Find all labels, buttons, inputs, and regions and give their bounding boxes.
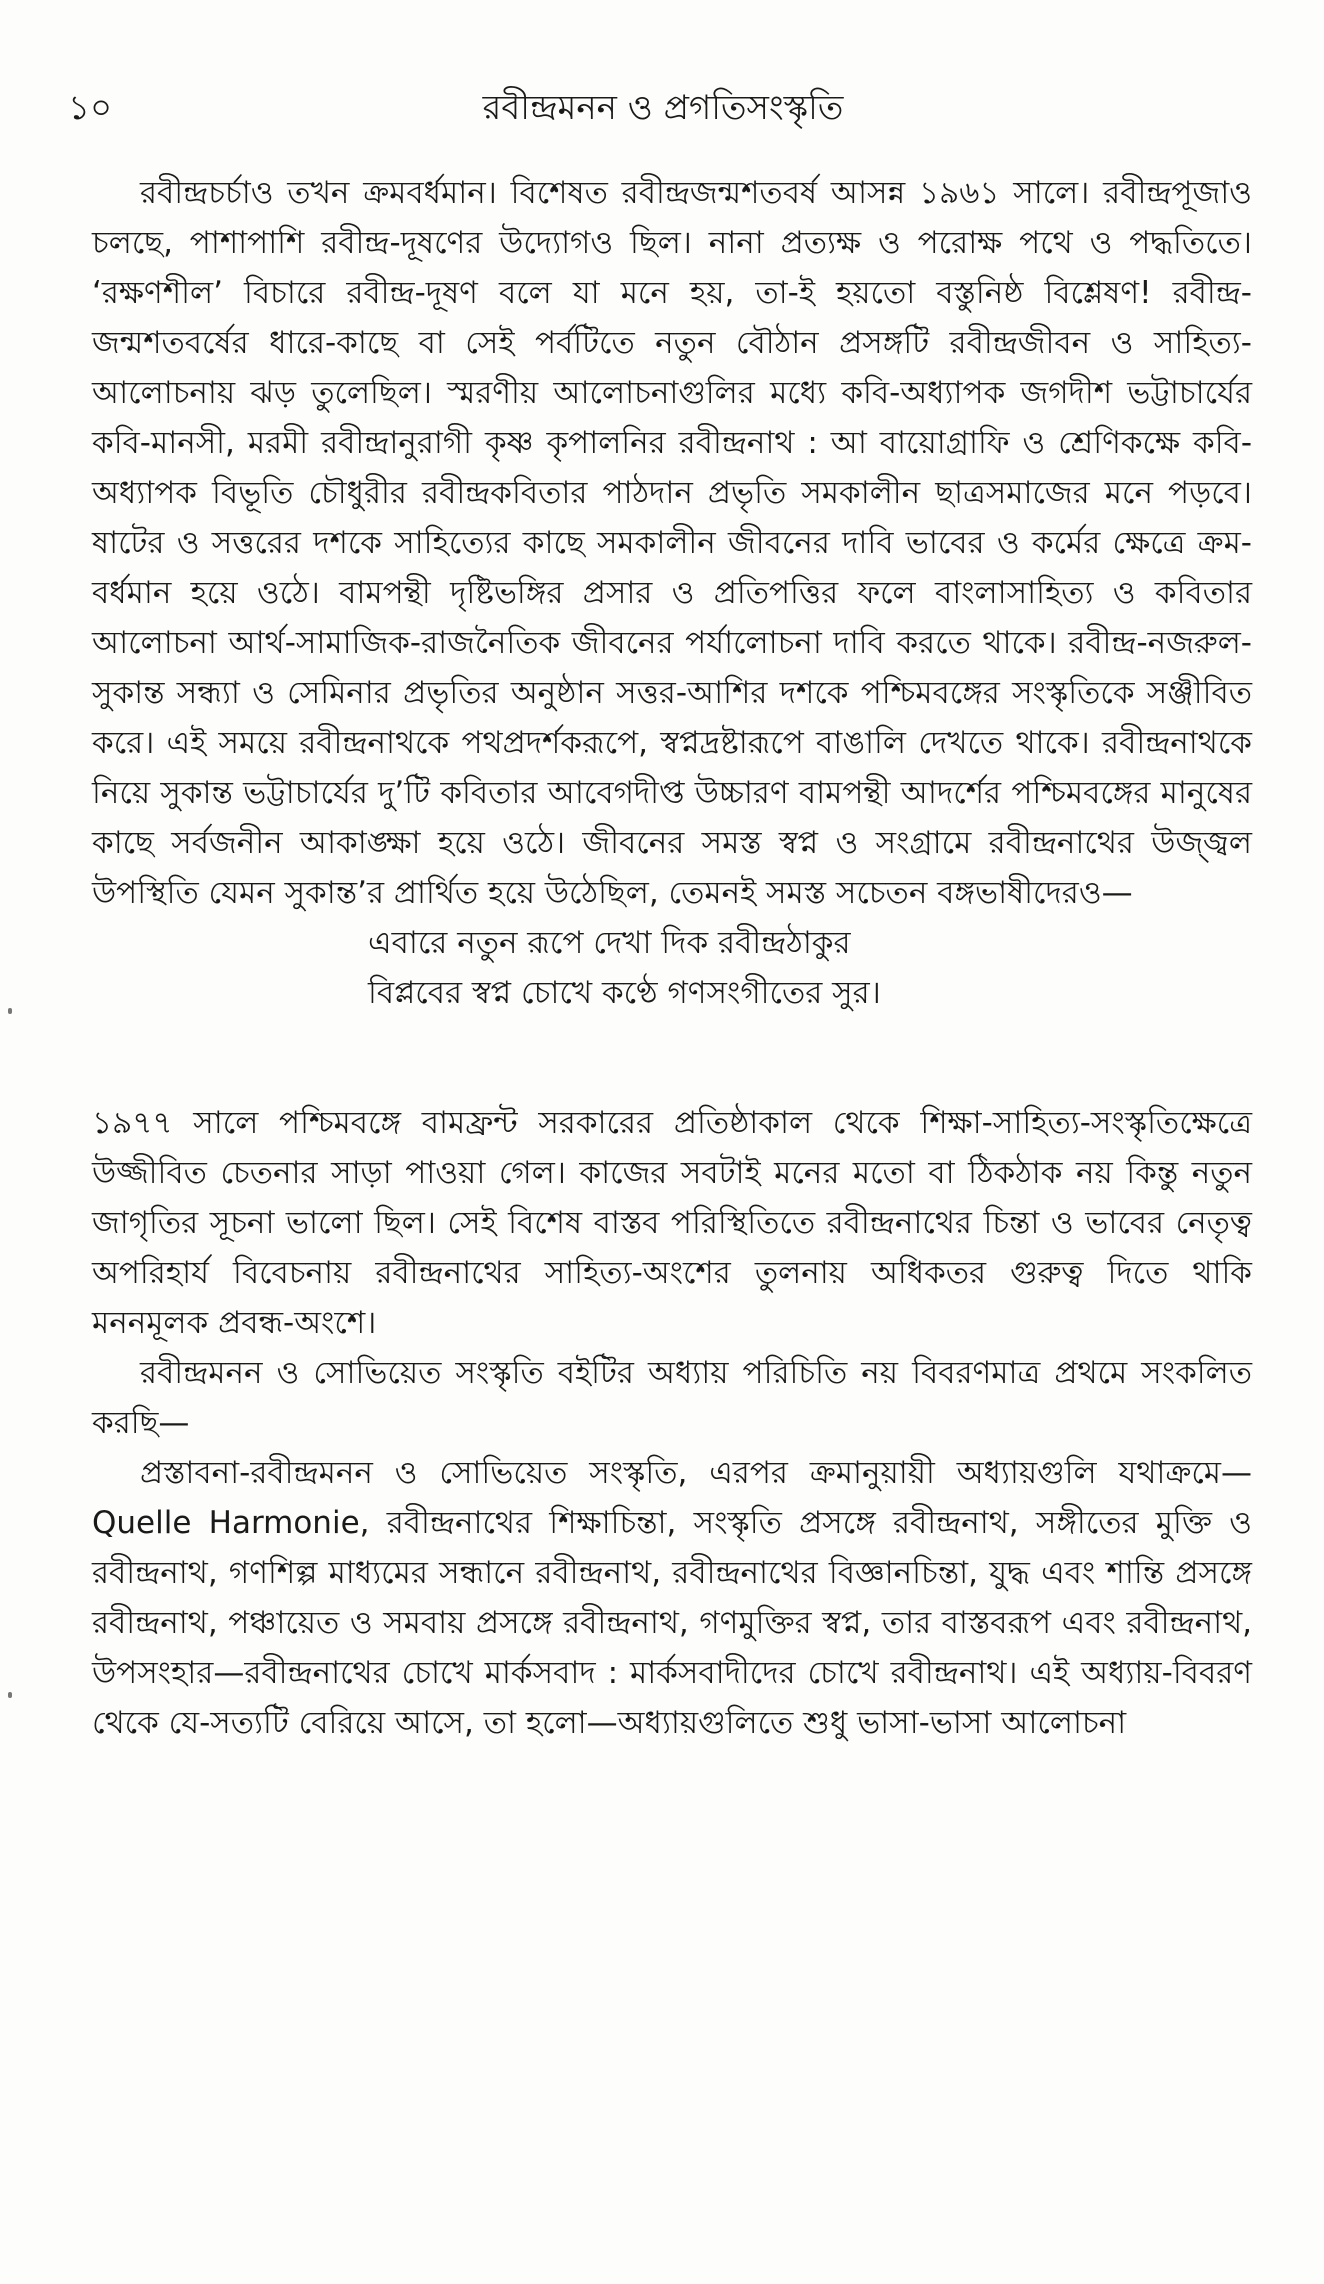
- running-title: রবীন্দ্রমনন ও প্রগতিসংস্কৃতি: [482, 88, 844, 128]
- verse-line: এবারে নতুন রূপে দেখা দিক রবীন্দ্রঠাকুর: [368, 925, 851, 961]
- paragraph: প্রস্তাবনা-রবীন্দ্রমনন ও সোভিয়েত সংস্কৃতি, এরপর ক্রমানুয়ায়ী অধ্যায়গুলি যথাক্রমে— Quelle Harmonie, রবীন্দ্রনাথের শিক্ষাচিন্তা, সংস্কৃতি প্রসঙ্গে রবীন্দ্রনাথ, সঙ্গীতের মুক্তি ও রবীন্দ্রনাথ, গণশিল্প মাধ্যমের সন্ধানে রবীন্দ্রনাথ, রবীন্দ্রনাথের বিজ্ঞানচিন্তা, যুদ্ধ এবং শান্তি প্রসঙ্গে রবীন্দ্রনাথ, পঞ্চায়েত ও সমবায় প্রসঙ্গে রবীন্দ্রনাথ, গণমুক্তির স্বপ্ন, তার বাস্তবরূপ এবং রবীন্দ্রনাথ, উপসংহার—রবীন্দ্রনাথের চোখে মার্কসবাদ : মার্কসবাদীদের চোখে রবীন্দ্রনাথ। এই অধ্যায়-বিবরণ থেকে যে-সত্যটি বেরিয়ে আসে, তা হলো—অধ্যায়গুলিতে শুধু ভাসা-ভাসা আলোচনা: [92, 1455, 1252, 1741]
- page-number: ১০: [68, 88, 113, 128]
- scan-speck: [8, 1692, 12, 1698]
- page-header: [68, 82, 1258, 132]
- verse-line: বিপ্লবের স্বপ্ন চোখে কণ্ঠে গণসংগীতের সুর।: [368, 975, 881, 1011]
- paragraph: ১৯৭৭ সালে পশ্চিমবঙ্গে বামফ্রন্ট সরকারের প্রতিষ্ঠাকাল থেকে শিক্ষা-সাহিত্য-সংস্কৃতিক্ষেত্রে উজ্জীবিত চেতনার সাড়া পাওয়া গেল। কাজের সবটাই মনের মতো বা ঠিকঠাক নয় কিন্তু নতুন জাগৃতির সূচনা ভালো ছিল। সেই বিশেষ বাস্তব পরিস্থিতিতে রবীন্দ্রনাথের চিন্তা ও ভাবের নেতৃত্ব অপরিহার্য বিবেচনায় রবীন্দ্রনাথের সাহিত্য-অংশের তুলনায় অধিকতর গুরুত্ব দিতে থাকি মননমূলক প্রবন্ধ-অংশে।: [92, 1105, 1252, 1341]
- scan-speck: [8, 1008, 12, 1014]
- paragraph: রবীন্দ্রমনন ও সোভিয়েত সংস্কৃতি বইটির অধ্যায় পরিচিতি নয় বিবরণমাত্র প্রথমে সংকলিত করছি—: [92, 1355, 1252, 1441]
- verse-quote: [92, 918, 1252, 1018]
- section-gap: [92, 1018, 1252, 1098]
- paragraph: রবীন্দ্রচর্চাও তখন ক্রমবর্ধমান। বিশেষত রবীন্দ্রজন্মশতবর্ষ আসন্ন ১৯৬১ সালে। রবীন্দ্রপূজাও চলছে, পাশাপাশি রবীন্দ্র-দূষণের উদ্যোগও ছিল। নানা প্রত্যক্ষ ও পরোক্ষ পথে ও পদ্ধতিতে। ‘রক্ষণশীল’ বিচারে রবীন্দ্র-দূষণ বলে যা মনে হয়, তা-ই হয়তো বস্তুনিষ্ঠ বিশ্লেষণ! রবীন্দ্র-জন্মশতবর্ষের ধারে-কাছে বা সেই পর্বটিতে নতুন বৌঠান প্রসঙ্গটি রবীন্দ্রজীবন ও সাহিত্য-আলোচনায় ঝড় তুলেছিল। স্মরণীয় আলোচনাগুলির মধ্যে কবি-অধ্যাপক জগদীশ ভট্টাচার্যের কবি-মানসী, মরমী রবীন্দ্রানুরাগী কৃষ্ণ কৃপালনির রবীন্দ্রনাথ : আ বায়োগ্রাফি ও শ্রেণিকক্ষে কবি-অধ্যাপক বিভূতি চৌধুরীর রবীন্দ্রকবিতার পাঠদান প্রভৃতি সমকালীন ছাত্রসমাজের মনে পড়বে। ষাটের ও সত্তরের দশকে সাহিত্যের কাছে সমকালীন জীবনের দাবি ভাবের ও কর্মের ক্ষেত্রে ক্রম-বর্ধমান হয়ে ওঠে। বামপন্থী দৃষ্টিভঙ্গির প্রসার ও প্রতিপত্তির ফলে বাংলাসাহিত্য ও কবিতার আলোচনা আর্থ-সামাজিক-রাজনৈতিক জীবনের পর্যালোচনা দাবি করতে থাকে। রবীন্দ্র-নজরুল-সুকান্ত সন্ধ্যা ও সেমিনার প্রভৃতির অনুষ্ঠান সত্তর-আশির দশকে পশ্চিমবঙ্গের সংস্কৃতিকে সঞ্জীবিত করে। এই সময়ে রবীন্দ্রনাথকে পথপ্রদর্শকরূপে, স্বপ্নদ্রষ্টারূপে বাঙালি দেখতে থাকে। রবীন্দ্রনাথকে নিয়ে সুকান্ত ভট্টাচার্যের দু’টি কবিতার আবেগদীপ্ত উচ্চারণ বামপন্থী আদর্শের পশ্চিমবঙ্গের মানুষের কাছে সর্বজনীন আকাঙ্ক্ষা হয়ে ওঠে। জীবনের সমস্ত স্বপ্ন ও সংগ্রামে রবীন্দ্রনাথের উজ্জ্বল উপস্থিতি যেমন সুকান্ত’র প্রার্থিত হয়ে উঠেছিল, তেমনই সমস্ত সচেতন বঙ্গভাষীদেরও—: [92, 175, 1252, 911]
- page-body: [92, 168, 1252, 1748]
